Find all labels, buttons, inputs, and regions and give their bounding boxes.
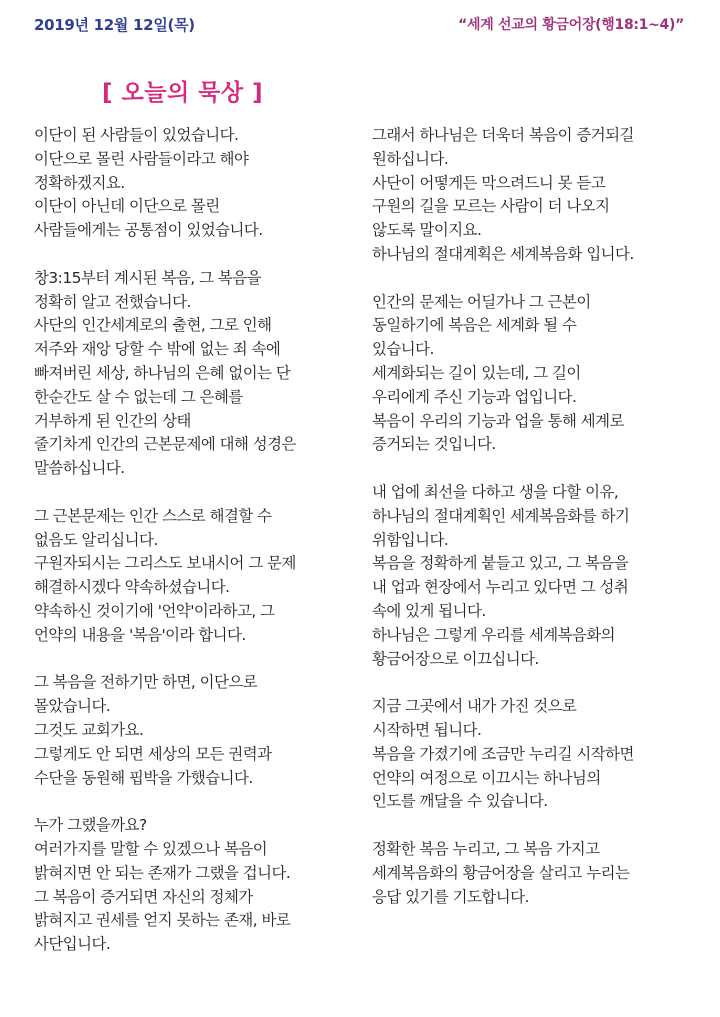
paragraph <box>372 695 702 814</box>
text-line: 우리에게 주신 기능과 업입니다. <box>372 387 577 406</box>
text-line: 응답 있기를 기도합니다. <box>372 887 529 906</box>
text-line: 인도를 깨달을 수 있습니다. <box>372 792 548 811</box>
text-line: 복음이 우리의 기능과 업을 통해 세계로 <box>372 411 624 430</box>
text-line: 이단이 아닌데 이단으로 몰린 <box>34 197 220 216</box>
text-line: 사람들에게는 공통점이 있었습니다. <box>34 221 263 240</box>
text-line: 증거되는 것입니다. <box>372 435 496 454</box>
text-line: 위함입니다. <box>372 530 449 549</box>
paragraph <box>372 124 702 267</box>
text-line: 복음을 정확하게 붙들고 있고, 그 복음을 <box>372 554 629 573</box>
text-line: 지금 그곳에서 내가 가진 것으로 <box>372 697 577 716</box>
text-line: 하나님의 절대계획은 세계복음화 입니다. <box>372 244 634 263</box>
paragraph <box>34 814 364 957</box>
text-line: 있습니다. <box>372 340 434 359</box>
text-line: 약속하신 것이기에 '언약'이라하고, 그 <box>34 601 275 620</box>
text-line: 사단이 어떻게든 막으려드니 못 듣고 <box>372 173 606 192</box>
page-title: [ 오늘의 묵상 ] <box>102 80 264 106</box>
left-column <box>34 124 364 981</box>
text-line: 창3:15부터 계시된 복음, 그 복음을 <box>34 268 261 287</box>
text-line: 속에 있게 됩니다. <box>372 601 486 620</box>
text-line: 빠져버린 세상, 하나님의 은혜 없이는 단 <box>34 363 291 382</box>
text-line: 해결하시겠다 약속하셨습니다. <box>34 578 230 597</box>
text-line: 내 업에 최선을 다하고 생을 다할 이유, <box>372 482 619 501</box>
text-line: 저주와 재앙 당할 수 밖에 없는 죄 속에 <box>34 340 281 359</box>
text-line: 몰았습니다. <box>34 697 111 716</box>
text-line: 정확하겠지요. <box>34 173 125 192</box>
text-line: 사단입니다. <box>34 935 111 954</box>
text-line: 인간의 문제는 어딜가나 그 근본이 <box>372 292 591 311</box>
paragraph <box>34 505 364 648</box>
text-line: 밝혀지면 안 되는 존재가 그랬을 겁니다. <box>34 863 291 882</box>
text-line: 않도록 말이지요. <box>372 221 482 240</box>
text-line: 내 업과 현장에서 누리고 있다면 그 성취 <box>372 578 629 597</box>
text-line: 그래서 하나님은 더욱더 복음이 증거되길 <box>372 126 634 144</box>
paragraph <box>372 481 702 671</box>
text-line: 복음을 가졌기에 조금만 누리길 시작하면 <box>372 744 634 763</box>
text-line: 거부하게 된 인간의 상태 <box>34 411 191 430</box>
text-line: 그 복음이 증거되면 자신의 정체가 <box>34 887 253 906</box>
header-date: 2019년 12월 12일(목) <box>34 16 195 34</box>
text-line: 시작하면 됩니다. <box>372 720 482 739</box>
text-line: 그 복음을 전하기만 하면, 이단으로 <box>34 673 258 692</box>
text-line: 줄기차게 인간의 근본문제에 대해 성경은 <box>34 435 296 454</box>
paragraph <box>34 124 364 243</box>
header-series-title: “세계 선교의 황금어장(행18:1~4)” <box>458 17 684 33</box>
text-line: 없음도 알리십니다. <box>34 530 158 549</box>
right-column <box>372 124 702 933</box>
paragraph <box>372 838 702 909</box>
text-line: 이단이 된 사람들이 있었습니다. <box>34 126 239 144</box>
text-line: 원하십니다. <box>372 149 449 168</box>
paragraph <box>34 671 364 790</box>
text-line: 언약의 내용을 '복음'이라 합니다. <box>34 625 246 644</box>
text-line: 누가 그랬을까요? <box>34 816 147 835</box>
text-line: 하나님은 그렇게 우리를 세계복음화의 <box>372 625 616 644</box>
text-line: 정확히 알고 전했습니다. <box>34 292 191 311</box>
text-line: 언약의 여정으로 이끄시는 하나님의 <box>372 768 601 787</box>
text-line: 그렇게도 안 되면 세상의 모든 권력과 <box>34 744 272 763</box>
paragraph <box>372 291 702 458</box>
text-line: 그것도 교회가요. <box>34 720 144 739</box>
text-line: 세계복음화의 황금어장을 살리고 누리는 <box>372 863 630 882</box>
paragraph <box>34 267 364 481</box>
text-line: 여러가지를 말할 수 있겠으나 복음이 <box>34 839 268 858</box>
text-line: 수단을 동원해 핍박을 가했습니다. <box>34 768 253 787</box>
text-line: 세계화되는 길이 있는데, 그 길이 <box>372 363 581 382</box>
text-line: 구원자되시는 그리스도 보내시어 그 문제 <box>34 554 296 573</box>
text-line: 밝혀지고 권세를 얻지 못하는 존재, 바로 <box>34 911 291 930</box>
text-line: 구원의 길을 모르는 사람이 더 나오지 <box>372 197 610 216</box>
text-line: 동일하기에 복음은 세계화 될 수 <box>372 316 577 335</box>
text-line: 이단으로 몰린 사람들이라고 해야 <box>34 149 249 168</box>
text-line: 황금어장으로 이끄십니다. <box>372 649 539 668</box>
text-line: 정확한 복음 누리고, 그 복음 가지고 <box>372 839 600 858</box>
text-line: 말씀하십니다. <box>34 459 125 478</box>
text-line: 그 근본문제는 인간 스스로 해결할 수 <box>34 506 272 525</box>
text-line: 사단의 인간세계로의 출현, 그로 인해 <box>34 316 272 335</box>
text-line: 하나님의 절대계획인 세계복음화를 하기 <box>372 506 630 525</box>
text-line: 한순간도 살 수 없는데 그 은혜를 <box>34 387 243 406</box>
